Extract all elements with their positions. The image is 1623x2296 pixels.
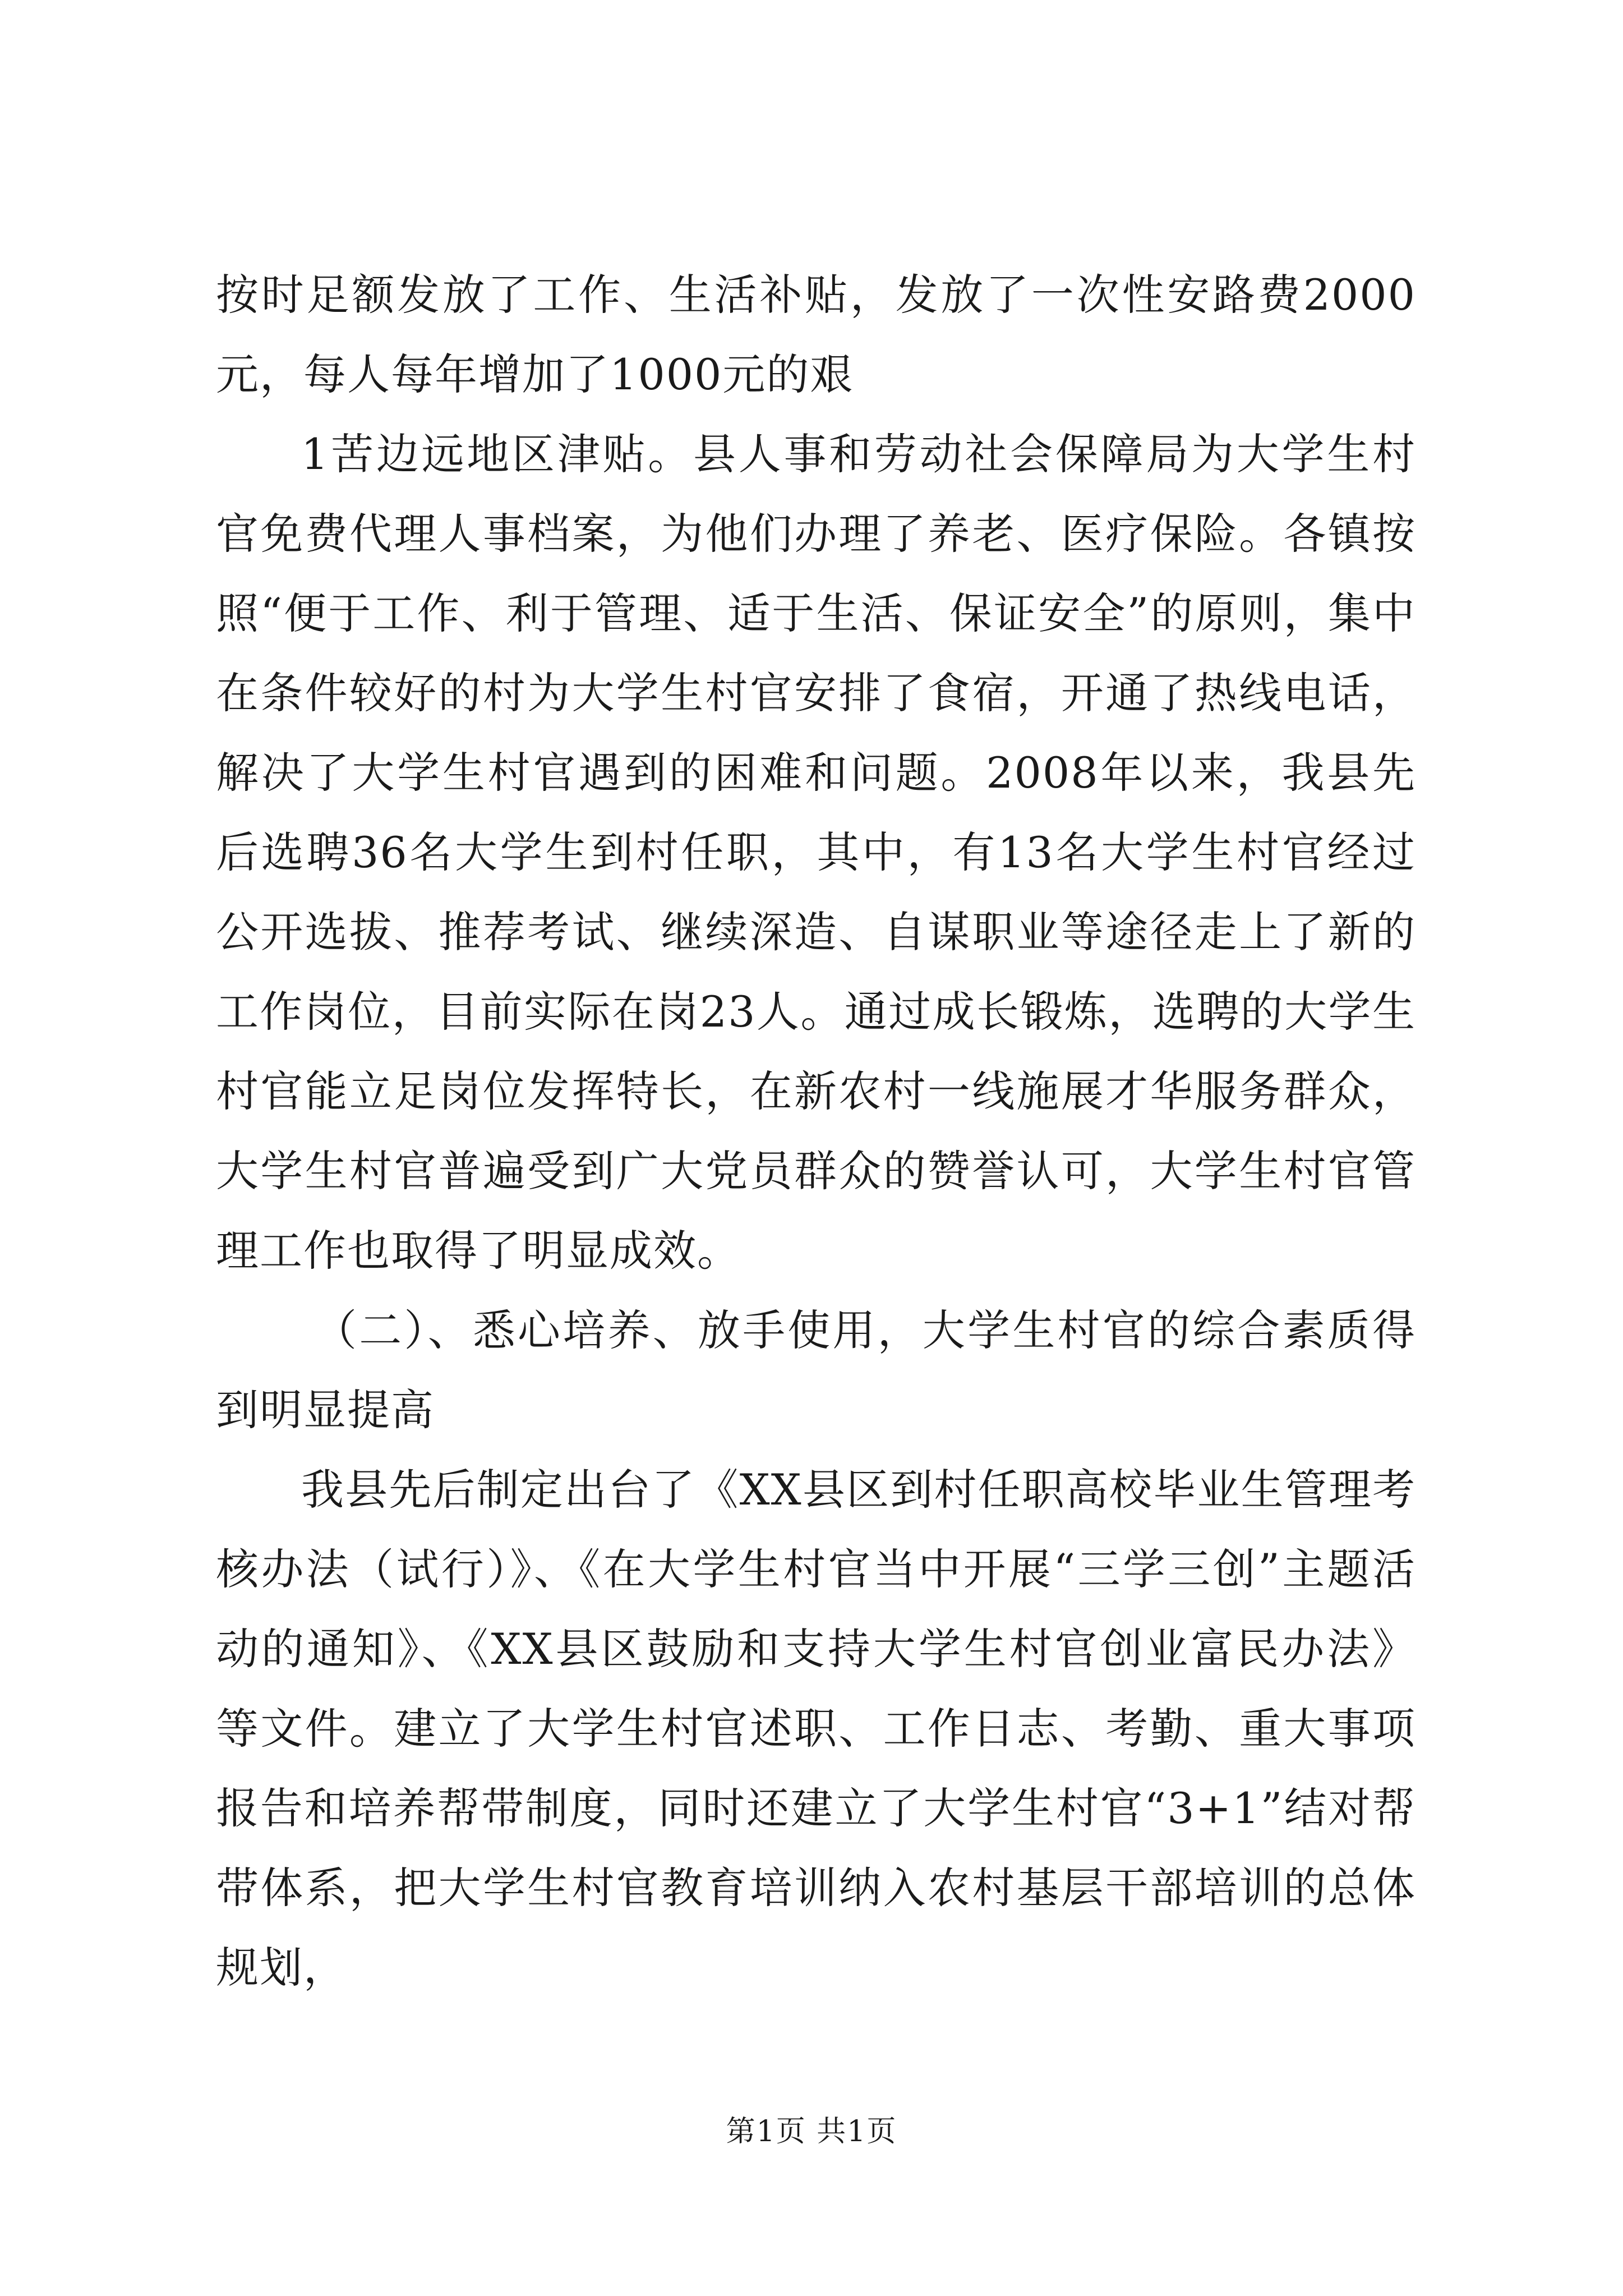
paragraph-allowance-results: 1苦边远地区津贴。县人事和劳动社会保障局为大学生村官免费代理人事档案，为他们办理了养老、医疗保险。各镇按照“便于工作、利于管理、适于生活、保证安全”的原则，集中在条件较好的村为大学生村官安排了食宿，开通了热线电话，解决了大学生村官遇到的困难和问题。2008年以来，我县先后选聘36名大学生到村任职，其中，有13名大学生村官经过公开选拔、推荐考试、继续深造、自谋职业等途径走上了新的工作岗位，目前实际在岗23人。通过成长锻炼，选聘的大学生村官能立足岗位发挥特长，在新农村一线施展才华服务群众，大学生村官普遍受到广大党员群众的赞誉认可，大学生村官管理工作也取得了明显成效。	[216, 429, 1416, 1276]
document-body	[216, 255, 1416, 2008]
section-heading-cultivation: （二）、悉心培养、放手使用，大学生村官的综合素质得到明显提高	[216, 1305, 1416, 1435]
paragraph-subsidies: 按时足额发放了工作、生活补贴，发放了一次性安路费2000元，每人每年增加了1000元的艰	[216, 270, 1416, 399]
page-footer: 第1页 共1页	[726, 2115, 897, 2148]
paragraph-regulations: 我县先后制定出台了《XX县区到村任职高校毕业生管理考核办法（试行）》、《在大学生村官当中开展“三学三创”主题活动的通知》、《XX县区鼓励和支持大学生村官创业富民办法》等文件。建立了大学生村官述职、工作日志、考勤、重大事项报告和培养帮带制度，同时还建立了大学生村官“3+1”结对帮带体系，把大学生村官教育培训纳入农村基层干部培训的总体规划，	[216, 1465, 1416, 1993]
